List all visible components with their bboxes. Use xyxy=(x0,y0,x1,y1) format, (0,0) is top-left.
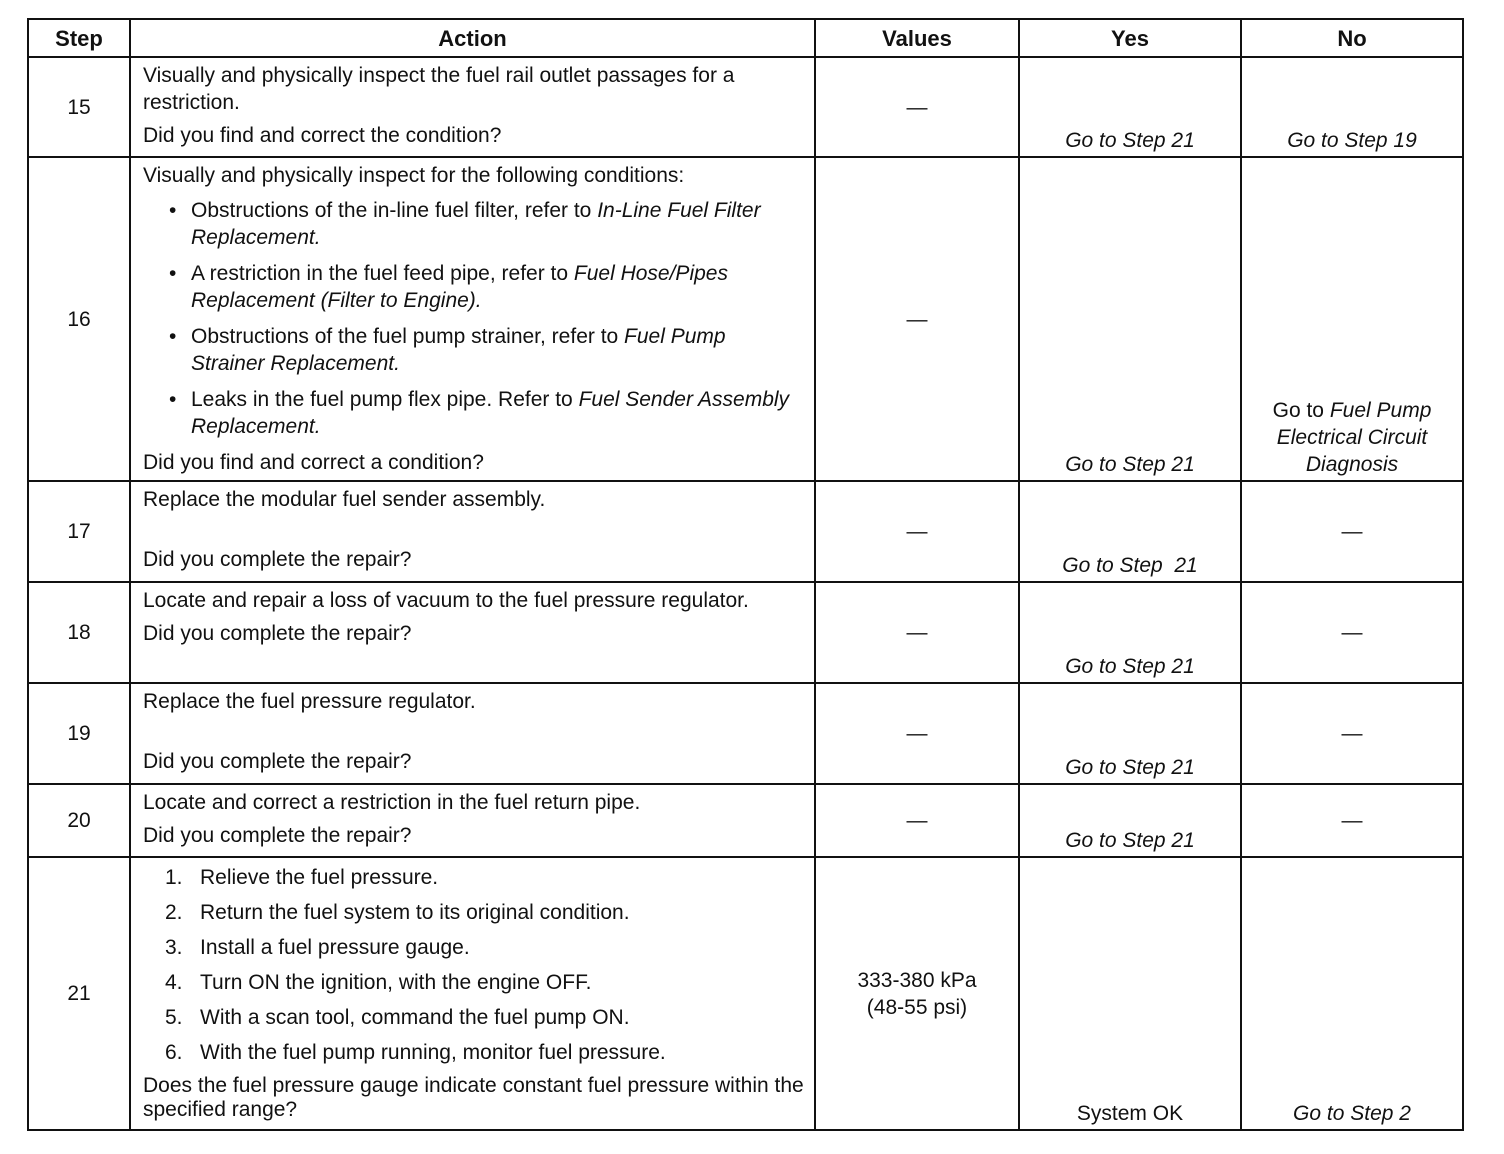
action-cell xyxy=(130,857,815,1130)
values-cell xyxy=(815,683,1019,784)
step-number: 17 xyxy=(28,481,130,582)
table-row xyxy=(28,157,1463,481)
list-item: 3. Install a fuel pressure gauge. xyxy=(165,936,470,959)
dash: — xyxy=(906,621,928,644)
action-text: Visually and physically inspect the fuel rail outlet passages for a restriction. xyxy=(143,64,735,114)
dash: — xyxy=(906,95,928,119)
step-number: 19 xyxy=(28,683,130,784)
table-row xyxy=(28,784,1463,857)
action-question: Does the fuel pressure gauge indicate constant fuel pressure within the specified range? xyxy=(143,1074,804,1121)
values-cell xyxy=(815,857,1019,1130)
step-number: 15 xyxy=(28,57,130,157)
dash: — xyxy=(906,722,928,745)
values-cell xyxy=(815,481,1019,582)
table-row xyxy=(28,481,1463,582)
no-cell xyxy=(1241,157,1463,481)
diagnostic-table xyxy=(27,18,1464,1131)
dash: — xyxy=(1341,621,1363,644)
procedure-list xyxy=(143,864,804,1066)
values-cell xyxy=(815,582,1019,683)
no-prefix: Go to xyxy=(1272,399,1330,422)
condition-list xyxy=(143,197,804,440)
action-cell xyxy=(130,157,815,481)
no-cell xyxy=(1241,683,1463,784)
yes-cell: Go to Step 21 xyxy=(1019,157,1241,481)
action-text: Locate and repair a loss of vacuum to the fuel pressure regulator. xyxy=(143,589,749,612)
action-question: Did you complete the repair? xyxy=(143,548,412,571)
action-cell xyxy=(130,582,815,683)
header-action: Action xyxy=(130,19,815,57)
no-cell: Go to Step 19 xyxy=(1241,57,1463,157)
action-cell xyxy=(130,57,815,157)
dash: — xyxy=(906,809,928,832)
action-cell xyxy=(130,683,815,784)
dash: — xyxy=(906,520,928,543)
action-text: Visually and physically inspect for the following conditions: xyxy=(143,164,685,187)
dash: — xyxy=(1341,722,1363,745)
no-cell xyxy=(1241,784,1463,857)
list-item: 2. Return the fuel system to its original condition. xyxy=(165,901,630,924)
header-values: Values xyxy=(815,19,1019,57)
action-text: Locate and correct a restriction in the fuel return pipe. xyxy=(143,791,641,814)
table-row xyxy=(28,57,1463,157)
action-question: Did you find and correct the condition? xyxy=(143,124,502,147)
no-cell xyxy=(1241,481,1463,582)
yes-cell: Go to Step 21 xyxy=(1019,582,1241,683)
no-cell: Go to Step 2 xyxy=(1241,857,1463,1130)
header-row xyxy=(28,19,1463,57)
yes-cell: Go to Step 21 xyxy=(1019,784,1241,857)
action-cell xyxy=(130,784,815,857)
list-item: 6. With the fuel pump running, monitor fuel pressure. xyxy=(165,1041,666,1064)
dash: — xyxy=(906,307,928,331)
action-question: Did you find and correct a condition? xyxy=(143,451,484,474)
no-reference: Fuel Pump Electrical Circuit Diagnosis xyxy=(1276,399,1432,476)
step-number: 20 xyxy=(28,784,130,857)
action-question: Did you complete the repair? xyxy=(143,824,412,847)
yes-cell: Go to Step 21 xyxy=(1019,481,1241,582)
dash: — xyxy=(1341,809,1363,832)
values-cell xyxy=(815,784,1019,857)
table-row xyxy=(28,683,1463,784)
list-item: 5. With a scan tool, command the fuel pump ON. xyxy=(165,1006,630,1029)
no-cell xyxy=(1241,582,1463,683)
action-question: Did you complete the repair? xyxy=(143,622,412,645)
action-text: Replace the fuel pressure regulator. xyxy=(143,690,476,713)
header-no: No xyxy=(1241,19,1463,57)
list-item: • Leaks in the fuel pump flex pipe. Refer to Fuel Sender Assembly Replacement. xyxy=(169,386,804,440)
action-question: Did you complete the repair? xyxy=(143,750,412,773)
table-row xyxy=(28,857,1463,1130)
yes-cell: Go to Step 21 xyxy=(1019,57,1241,157)
yes-cell: System OK xyxy=(1019,857,1241,1130)
dash: — xyxy=(1341,520,1363,543)
action-cell xyxy=(130,481,815,582)
list-item: • Obstructions of the fuel pump strainer, refer to Fuel Pump Strainer Replacement. xyxy=(169,323,804,377)
value-psi: (48-55 psi) xyxy=(866,995,968,1019)
value-kpa: 333-380 kPa xyxy=(857,968,977,992)
list-item: 4. Turn ON the ignition, with the engine OFF. xyxy=(165,971,592,994)
list-item: • A restriction in the fuel feed pipe, refer to Fuel Hose/Pipes Replacement (Filter to Engine). xyxy=(169,260,804,314)
header-yes: Yes xyxy=(1019,19,1241,57)
action-text: Replace the modular fuel sender assembly. xyxy=(143,488,546,511)
list-item: 1. Relieve the fuel pressure. xyxy=(165,866,439,889)
header-step: Step xyxy=(28,19,130,57)
step-number: 18 xyxy=(28,582,130,683)
list-item: • Obstructions of the in-line fuel filter, refer to In-Line Fuel Filter Replacement. xyxy=(169,197,804,251)
step-number: 21 xyxy=(28,857,130,1130)
values-cell xyxy=(815,57,1019,157)
values-cell xyxy=(815,157,1019,481)
table-row xyxy=(28,582,1463,683)
yes-cell: Go to Step 21 xyxy=(1019,683,1241,784)
step-number: 16 xyxy=(28,157,130,481)
